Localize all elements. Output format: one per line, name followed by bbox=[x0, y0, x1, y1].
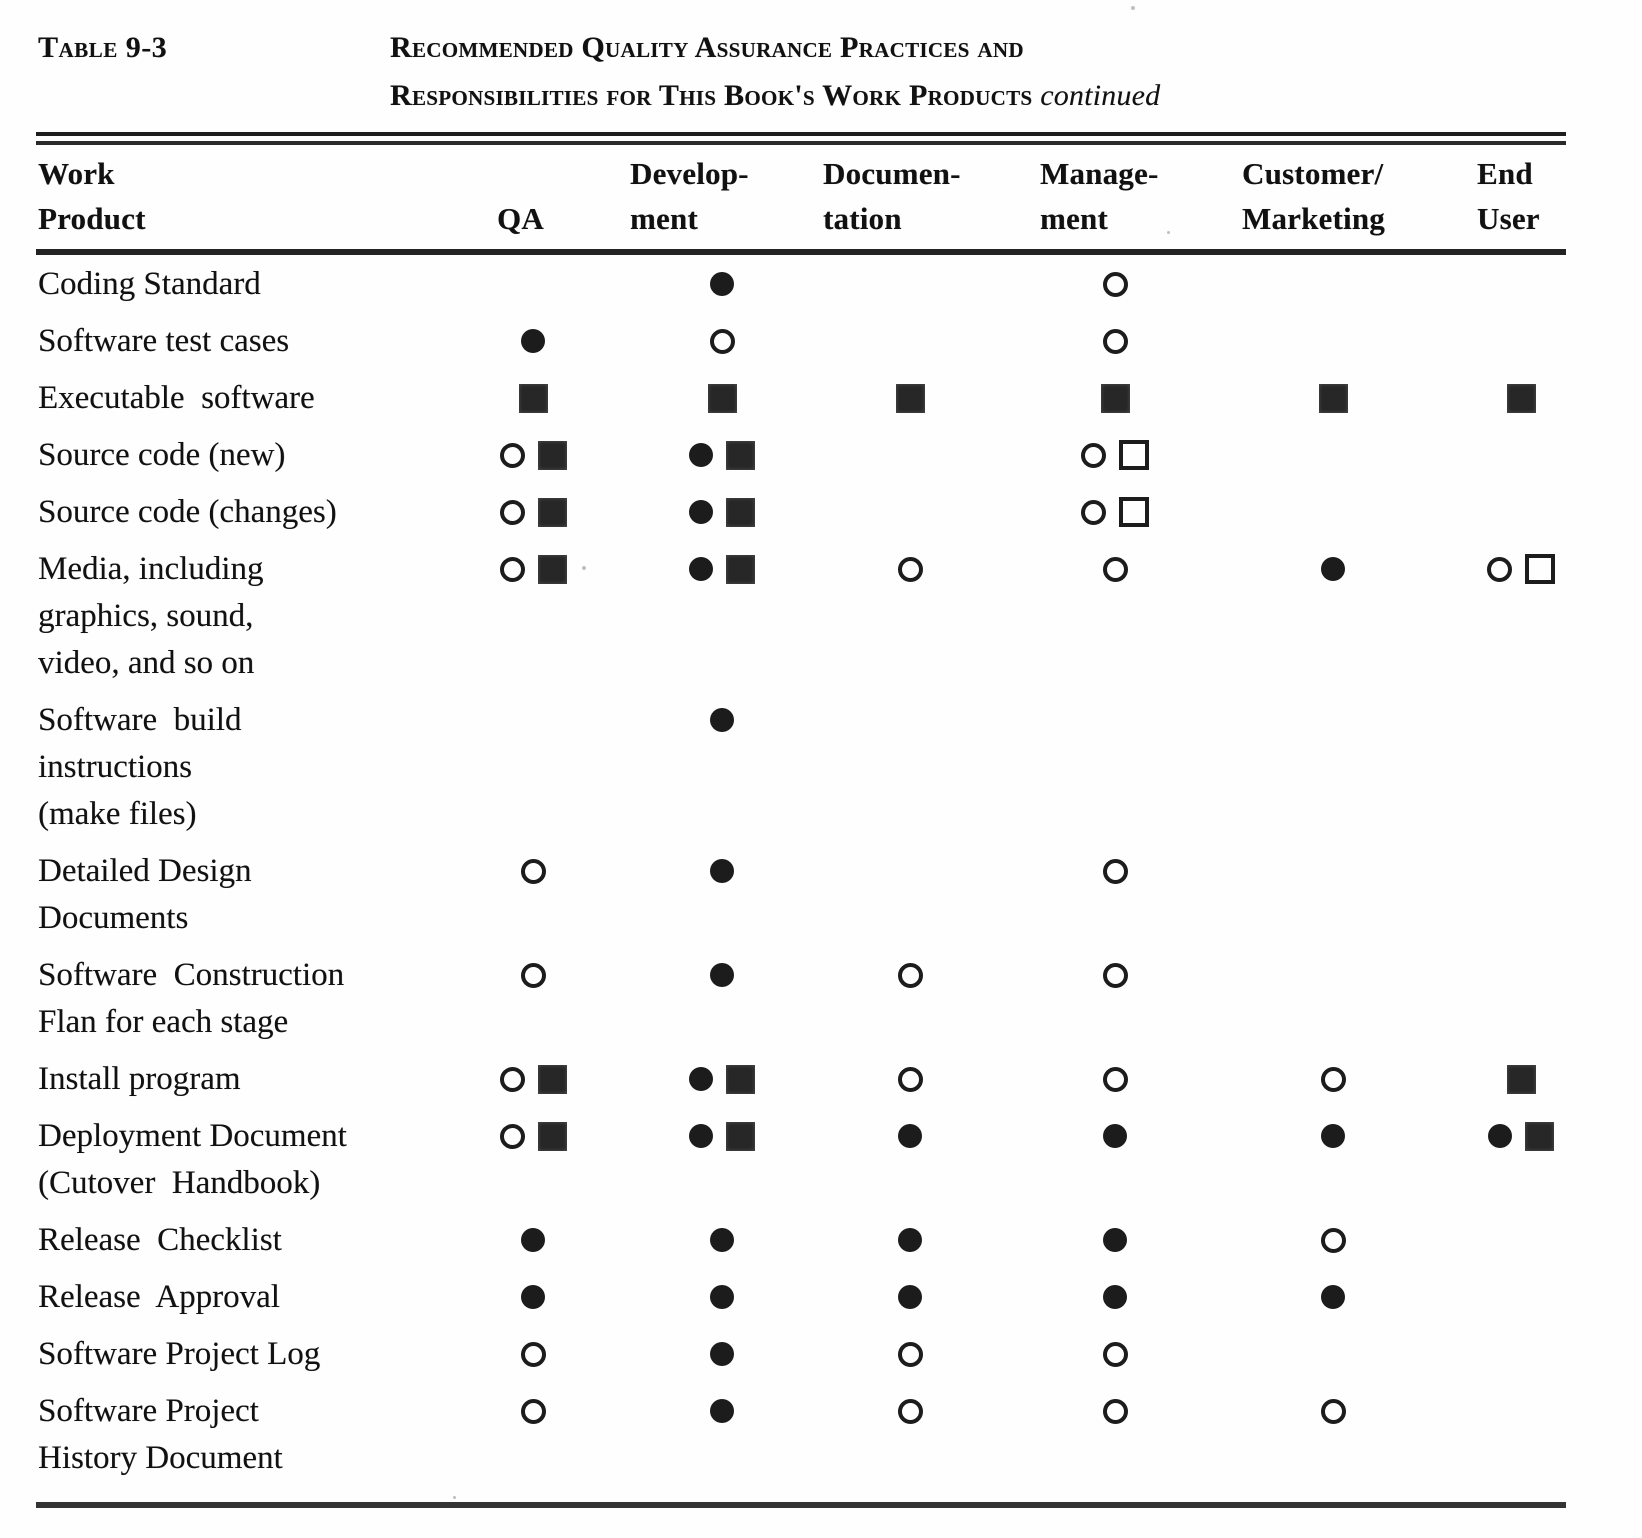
cell-documentation bbox=[820, 318, 1000, 365]
cell-development bbox=[590, 952, 820, 1046]
cell-management bbox=[1000, 1388, 1230, 1482]
filled-square-symbol bbox=[519, 384, 548, 413]
work-product-label-line: Executable software bbox=[38, 380, 315, 416]
filled-circle-symbol bbox=[898, 1285, 922, 1309]
scan-speck bbox=[582, 566, 586, 570]
work-product-label-line: Install program bbox=[38, 1061, 241, 1097]
open-circle-symbol bbox=[500, 443, 525, 468]
cell-customer_marketing bbox=[1230, 489, 1460, 536]
open-circle-symbol bbox=[500, 500, 525, 525]
cell-development bbox=[590, 848, 820, 942]
table-row bbox=[36, 1113, 1566, 1207]
work-product-label-line: History Document bbox=[38, 1440, 283, 1476]
table-row bbox=[36, 432, 1566, 479]
filled-circle-symbol bbox=[710, 963, 734, 987]
work-product-label-line: Coding Standard bbox=[38, 266, 261, 302]
work-product-label-line: video, and so on bbox=[38, 645, 255, 681]
cell-qa bbox=[476, 375, 590, 422]
cell-management bbox=[1000, 697, 1230, 838]
filled-square-symbol bbox=[1525, 1122, 1554, 1151]
scan-speck bbox=[1131, 6, 1135, 10]
cell-qa bbox=[476, 1113, 590, 1207]
open-circle-symbol bbox=[500, 1067, 525, 1092]
cell-documentation bbox=[820, 375, 1000, 422]
table-row bbox=[36, 848, 1566, 942]
work-product-label-line: Release Approval bbox=[38, 1279, 280, 1315]
column-header-documentation: Documen- tation bbox=[823, 156, 961, 236]
open-circle-symbol bbox=[1103, 329, 1128, 354]
filled-circle-symbol bbox=[689, 500, 713, 524]
open-circle-symbol bbox=[1103, 1342, 1128, 1367]
cell-qa bbox=[476, 1217, 590, 1264]
work-product-label bbox=[36, 432, 476, 479]
open-circle-symbol bbox=[1103, 859, 1128, 884]
table-caption bbox=[0, 0, 1642, 120]
work-product-label bbox=[36, 848, 476, 942]
filled-square-symbol bbox=[538, 1122, 567, 1151]
column-header-development: Develop- ment bbox=[630, 156, 749, 236]
cell-development bbox=[590, 697, 820, 838]
open-circle-symbol bbox=[521, 1342, 546, 1367]
open-circle-symbol bbox=[500, 1124, 525, 1149]
cell-development bbox=[590, 1331, 820, 1378]
open-circle-symbol bbox=[898, 963, 923, 988]
filled-square-symbol bbox=[726, 1065, 755, 1094]
filled-square-symbol bbox=[726, 441, 755, 470]
table-row bbox=[36, 261, 1566, 308]
cell-documentation bbox=[820, 1217, 1000, 1264]
cell-development bbox=[590, 1274, 820, 1321]
cell-end_user bbox=[1460, 848, 1566, 942]
work-product-label bbox=[36, 1056, 476, 1103]
cell-customer_marketing bbox=[1230, 952, 1460, 1046]
cell-documentation bbox=[820, 261, 1000, 308]
cell-documentation bbox=[820, 1056, 1000, 1103]
work-product-label-line: (Cutover Handbook) bbox=[38, 1165, 321, 1201]
cell-end_user bbox=[1460, 1113, 1566, 1207]
work-product-label-line: Source code (changes) bbox=[38, 494, 337, 530]
cell-documentation bbox=[820, 1274, 1000, 1321]
filled-circle-symbol bbox=[1321, 557, 1345, 581]
open-circle-symbol bbox=[521, 1399, 546, 1424]
table-row bbox=[36, 1274, 1566, 1321]
cell-development bbox=[590, 1056, 820, 1103]
cell-qa bbox=[476, 432, 590, 479]
table-title bbox=[390, 24, 1160, 120]
work-product-label bbox=[36, 952, 476, 1046]
cell-customer_marketing bbox=[1230, 432, 1460, 479]
open-circle-symbol bbox=[1321, 1228, 1346, 1253]
cell-management bbox=[1000, 546, 1230, 687]
work-product-label bbox=[36, 546, 476, 687]
filled-square-symbol bbox=[538, 1065, 567, 1094]
work-product-label-line: Software test cases bbox=[38, 323, 290, 359]
cell-management bbox=[1000, 1113, 1230, 1207]
filled-circle-symbol bbox=[521, 1228, 545, 1252]
cell-management bbox=[1000, 318, 1230, 365]
cell-end_user bbox=[1460, 1056, 1566, 1103]
cell-customer_marketing bbox=[1230, 318, 1460, 365]
column-header-end-user: End User bbox=[1477, 156, 1540, 236]
cell-end_user bbox=[1460, 952, 1566, 1046]
table-row bbox=[36, 546, 1566, 687]
work-product-label bbox=[36, 318, 476, 365]
table-number: Table 9-3 bbox=[38, 31, 168, 64]
cell-development bbox=[590, 375, 820, 422]
cell-customer_marketing bbox=[1230, 1113, 1460, 1207]
work-product-label bbox=[36, 489, 476, 536]
filled-circle-symbol bbox=[710, 1342, 734, 1366]
filled-circle-symbol bbox=[710, 1399, 734, 1423]
filled-square-symbol bbox=[538, 555, 567, 584]
filled-circle-symbol bbox=[898, 1124, 922, 1148]
filled-square-symbol bbox=[1507, 1065, 1536, 1094]
open-circle-symbol bbox=[898, 1067, 923, 1092]
open-circle-symbol bbox=[1103, 963, 1128, 988]
table-row bbox=[36, 952, 1566, 1046]
cell-end_user bbox=[1460, 1217, 1566, 1264]
table-row bbox=[36, 1217, 1566, 1264]
work-product-label-line: Release Checklist bbox=[38, 1222, 282, 1258]
work-product-label bbox=[36, 1113, 476, 1207]
open-circle-symbol bbox=[1103, 272, 1128, 297]
cell-management bbox=[1000, 848, 1230, 942]
table bbox=[36, 132, 1566, 1508]
work-product-label bbox=[36, 697, 476, 838]
open-circle-symbol bbox=[1081, 500, 1106, 525]
cell-qa bbox=[476, 1331, 590, 1378]
cell-qa bbox=[476, 318, 590, 365]
open-square-symbol bbox=[1119, 440, 1149, 470]
table-header-row bbox=[36, 145, 1566, 249]
table-row bbox=[36, 318, 1566, 365]
work-product-label-line: Software Construction bbox=[38, 957, 345, 993]
cell-development bbox=[590, 432, 820, 479]
cell-customer_marketing bbox=[1230, 1274, 1460, 1321]
open-circle-symbol bbox=[500, 557, 525, 582]
scan-speck bbox=[1167, 231, 1170, 234]
work-product-label-line: Software Project bbox=[38, 1393, 259, 1429]
filled-circle-symbol bbox=[710, 1285, 734, 1309]
filled-square-symbol bbox=[1507, 384, 1536, 413]
filled-circle-symbol bbox=[710, 1228, 734, 1252]
cell-management bbox=[1000, 1056, 1230, 1103]
work-product-label bbox=[36, 1274, 476, 1321]
cell-development bbox=[590, 261, 820, 308]
open-square-symbol bbox=[1119, 497, 1149, 527]
open-square-symbol bbox=[1525, 554, 1555, 584]
work-product-label-line: (make files) bbox=[38, 796, 197, 832]
cell-customer_marketing bbox=[1230, 1388, 1460, 1482]
filled-circle-symbol bbox=[1488, 1124, 1512, 1148]
filled-circle-symbol bbox=[710, 272, 734, 296]
table-row bbox=[36, 1331, 1566, 1378]
cell-customer_marketing bbox=[1230, 546, 1460, 687]
filled-circle-symbol bbox=[689, 1067, 713, 1091]
cell-management bbox=[1000, 432, 1230, 479]
filled-circle-symbol bbox=[689, 443, 713, 467]
open-circle-symbol bbox=[1321, 1067, 1346, 1092]
work-product-label bbox=[36, 375, 476, 422]
cell-documentation bbox=[820, 952, 1000, 1046]
open-circle-symbol bbox=[1487, 557, 1512, 582]
cell-documentation bbox=[820, 546, 1000, 687]
work-product-label-line: graphics, sound, bbox=[38, 598, 254, 634]
cell-qa bbox=[476, 261, 590, 308]
cell-management bbox=[1000, 1331, 1230, 1378]
open-circle-symbol bbox=[521, 963, 546, 988]
open-circle-symbol bbox=[710, 329, 735, 354]
cell-development bbox=[590, 318, 820, 365]
cell-development bbox=[590, 1388, 820, 1482]
cell-end_user bbox=[1460, 489, 1566, 536]
open-circle-symbol bbox=[1081, 443, 1106, 468]
cell-development bbox=[590, 546, 820, 687]
filled-square-symbol bbox=[538, 498, 567, 527]
filled-square-symbol bbox=[1319, 384, 1348, 413]
filled-circle-symbol bbox=[689, 1124, 713, 1148]
work-product-label-line: Source code (new) bbox=[38, 437, 286, 473]
filled-square-symbol bbox=[896, 384, 925, 413]
table-row bbox=[36, 1388, 1566, 1482]
column-header-qa: QA bbox=[497, 201, 544, 236]
work-product-label-line: Media, including bbox=[38, 551, 264, 587]
cell-development bbox=[590, 489, 820, 536]
filled-square-symbol bbox=[1101, 384, 1130, 413]
open-circle-symbol bbox=[1103, 1399, 1128, 1424]
filled-square-symbol bbox=[726, 498, 755, 527]
cell-development bbox=[590, 1113, 820, 1207]
cell-qa bbox=[476, 848, 590, 942]
work-product-label-line: Software Project Log bbox=[38, 1336, 321, 1372]
table-title-line1: Recommended Quality Assurance Practices and bbox=[390, 31, 1024, 64]
cell-end_user bbox=[1460, 375, 1566, 422]
table-row bbox=[36, 489, 1566, 536]
filled-circle-symbol bbox=[1321, 1285, 1345, 1309]
cell-development bbox=[590, 1217, 820, 1264]
table-title-continued: continued bbox=[1040, 79, 1161, 112]
column-header-management: Manage- ment bbox=[1040, 156, 1159, 236]
filled-circle-symbol bbox=[1103, 1285, 1127, 1309]
cell-documentation bbox=[820, 697, 1000, 838]
table-body bbox=[36, 255, 1566, 1482]
cell-customer_marketing bbox=[1230, 697, 1460, 838]
filled-circle-symbol bbox=[710, 859, 734, 883]
filled-circle-symbol bbox=[521, 329, 545, 353]
cell-documentation bbox=[820, 432, 1000, 479]
filled-circle-symbol bbox=[1321, 1124, 1345, 1148]
cell-documentation bbox=[820, 848, 1000, 942]
filled-circle-symbol bbox=[1103, 1124, 1127, 1148]
work-product-label bbox=[36, 1217, 476, 1264]
scan-speck bbox=[453, 1496, 456, 1499]
cell-management bbox=[1000, 1217, 1230, 1264]
open-circle-symbol bbox=[898, 1399, 923, 1424]
cell-end_user bbox=[1460, 1331, 1566, 1378]
filled-circle-symbol bbox=[898, 1228, 922, 1252]
cell-end_user bbox=[1460, 1388, 1566, 1482]
work-product-label bbox=[36, 1388, 476, 1482]
open-circle-symbol bbox=[521, 859, 546, 884]
cell-management bbox=[1000, 952, 1230, 1046]
cell-qa bbox=[476, 489, 590, 536]
work-product-label bbox=[36, 1331, 476, 1378]
open-circle-symbol bbox=[1321, 1399, 1346, 1424]
filled-square-symbol bbox=[708, 384, 737, 413]
open-circle-symbol bbox=[1103, 557, 1128, 582]
work-product-label-line: Software build bbox=[38, 702, 242, 738]
cell-management bbox=[1000, 489, 1230, 536]
open-circle-symbol bbox=[898, 557, 923, 582]
table-row bbox=[36, 697, 1566, 838]
cell-end_user bbox=[1460, 261, 1566, 308]
filled-circle-symbol bbox=[710, 708, 734, 732]
cell-end_user bbox=[1460, 697, 1566, 838]
cell-documentation bbox=[820, 1331, 1000, 1378]
cell-management bbox=[1000, 1274, 1230, 1321]
filled-square-symbol bbox=[726, 555, 755, 584]
table-bottom-rule bbox=[36, 1502, 1566, 1508]
work-product-label bbox=[36, 261, 476, 308]
filled-square-symbol bbox=[726, 1122, 755, 1151]
work-product-label-line: instructions bbox=[38, 749, 192, 785]
work-product-label-line: Detailed Design bbox=[38, 853, 252, 889]
table-row bbox=[36, 375, 1566, 422]
work-product-label-line: Documents bbox=[38, 900, 189, 936]
cell-documentation bbox=[820, 489, 1000, 536]
cell-end_user bbox=[1460, 318, 1566, 365]
cell-qa bbox=[476, 952, 590, 1046]
cell-documentation bbox=[820, 1113, 1000, 1207]
work-product-label-line: Flan for each stage bbox=[38, 1004, 289, 1040]
cell-customer_marketing bbox=[1230, 375, 1460, 422]
cell-qa bbox=[476, 1056, 590, 1103]
cell-customer_marketing bbox=[1230, 1331, 1460, 1378]
open-circle-symbol bbox=[1103, 1067, 1128, 1092]
column-header-customer-marketing: Customer/ Marketing bbox=[1242, 156, 1385, 236]
table-row bbox=[36, 1056, 1566, 1103]
cell-customer_marketing bbox=[1230, 261, 1460, 308]
filled-circle-symbol bbox=[1103, 1228, 1127, 1252]
cell-documentation bbox=[820, 1388, 1000, 1482]
filled-circle-symbol bbox=[689, 557, 713, 581]
cell-qa bbox=[476, 1274, 590, 1321]
filled-circle-symbol bbox=[521, 1285, 545, 1309]
cell-qa bbox=[476, 1388, 590, 1482]
cell-customer_marketing bbox=[1230, 1056, 1460, 1103]
cell-qa bbox=[476, 697, 590, 838]
cell-customer_marketing bbox=[1230, 1217, 1460, 1264]
table-title-line2: Responsibilities for This Book's Work Products bbox=[390, 79, 1033, 112]
cell-end_user bbox=[1460, 546, 1566, 687]
cell-management bbox=[1000, 261, 1230, 308]
cell-end_user bbox=[1460, 1274, 1566, 1321]
work-product-label-line: Deployment Document bbox=[38, 1118, 347, 1154]
cell-qa bbox=[476, 546, 590, 687]
cell-customer_marketing bbox=[1230, 848, 1460, 942]
column-header-work-product: Work Product bbox=[38, 156, 146, 236]
cell-management bbox=[1000, 375, 1230, 422]
open-circle-symbol bbox=[898, 1342, 923, 1367]
filled-square-symbol bbox=[538, 441, 567, 470]
table-top-rule bbox=[36, 132, 1566, 145]
cell-end_user bbox=[1460, 432, 1566, 479]
